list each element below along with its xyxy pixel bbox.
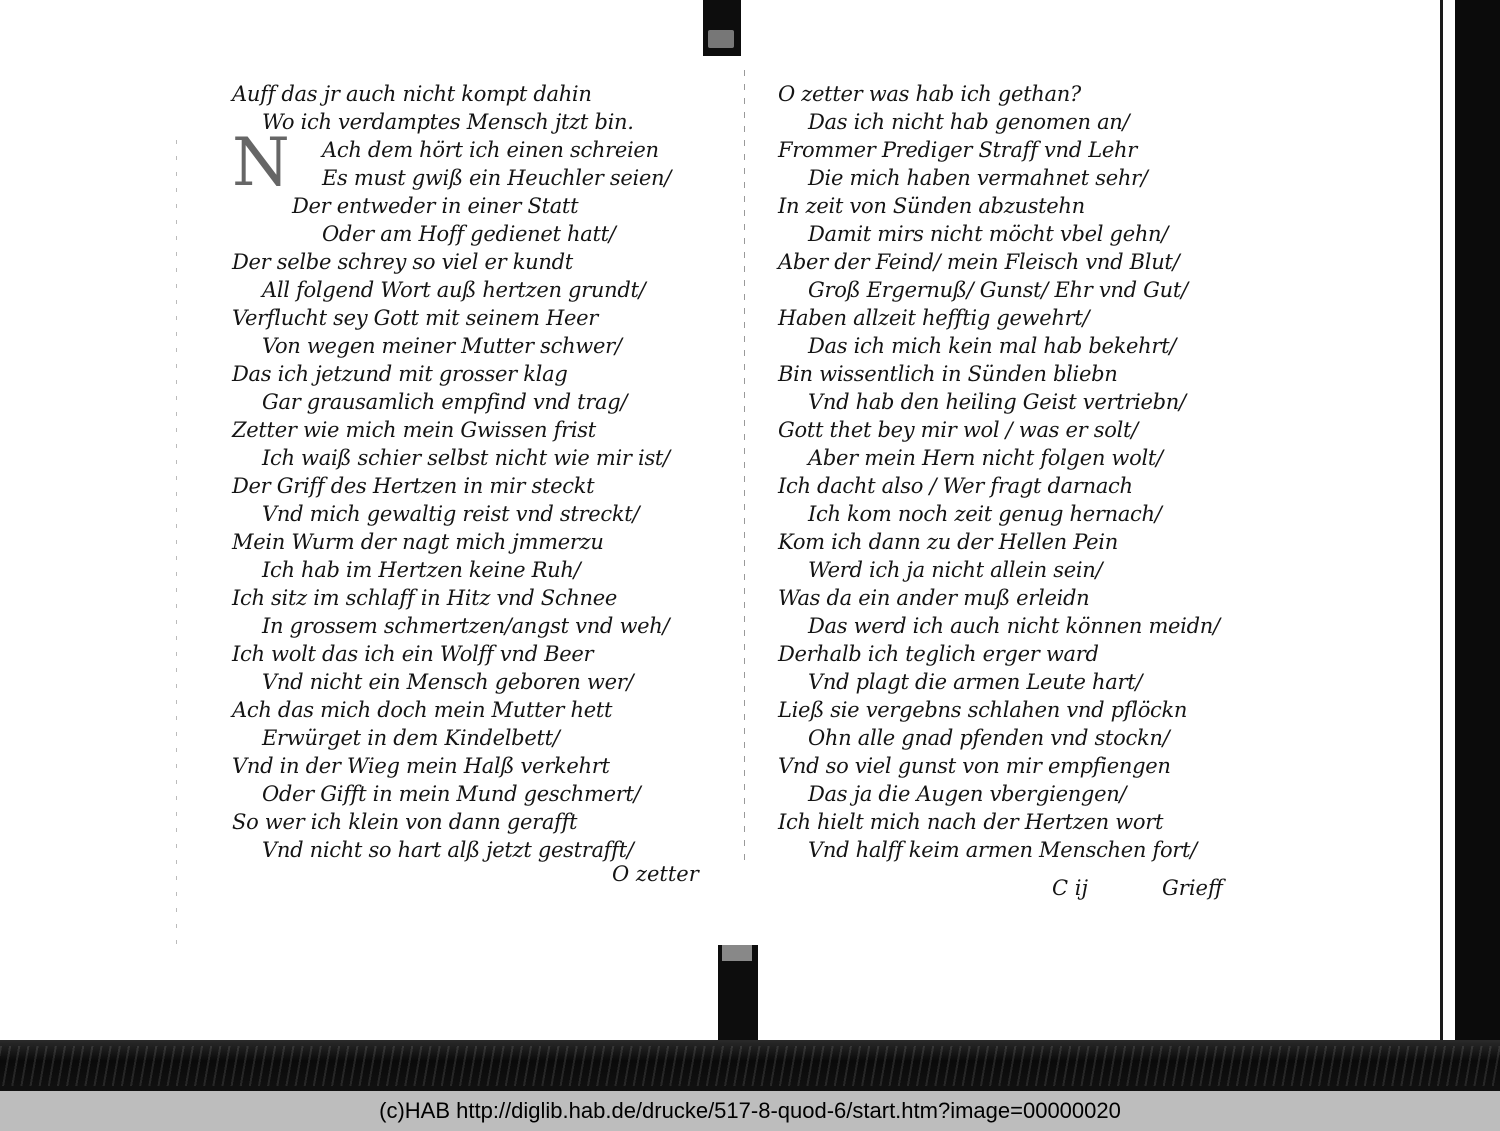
verse-line: Das ich mich kein mal hab bekehrt/: [808, 334, 1177, 358]
verse-line: Damit mirs nicht möcht vbel gehn/: [808, 222, 1169, 246]
verse-line: Ich waiß schier selbst nicht wie mir ist/: [262, 446, 670, 470]
verse-line: Das werd ich auch nicht können meidn/: [808, 614, 1220, 638]
gutter-bottom-mark: [718, 945, 758, 1055]
verse-line: Das ich nicht hab genomen an/: [808, 110, 1130, 134]
verse-line: Aber der Feind/ mein Fleisch vnd Blut/: [778, 250, 1180, 274]
gutter-line: [744, 70, 745, 860]
verse-line: Groß Ergernuß/ Gunst/ Ehr vnd Gut/: [808, 278, 1188, 302]
right-page: [778, 80, 1238, 864]
verse-line: Ach das mich doch mein Mutter hett: [232, 698, 613, 722]
verse-line: Aber mein Hern nicht folgen wolt/: [808, 446, 1163, 470]
credit-text: (c)HAB http://diglib.hab.de/drucke/517-8-quod-6/start.htm?image=00000020: [379, 1098, 1121, 1123]
verse-line: Der selbe schrey so viel er kundt: [232, 250, 573, 274]
verse-line: Zetter wie mich mein Gwissen frist: [232, 418, 596, 442]
credit-bar: [0, 1091, 1500, 1131]
right-scan-border: [1455, 0, 1500, 1060]
verse-line: Die mich haben vermahnet sehr/: [808, 166, 1148, 190]
verse-line: Vnd mich gewaltig reist vnd streckt/: [262, 502, 640, 526]
verse-line: Derhalb ich teglich erger ward: [778, 642, 1099, 666]
verse-line: Gar grausamlich empfind vnd trag/: [262, 390, 628, 414]
verse-line: Vnd plagt die armen Leute hart/: [808, 670, 1143, 694]
verse-line: Auff das jr auch nicht kompt dahin: [232, 82, 592, 106]
verse-line: Haben allzeit hefftig gewehrt/: [778, 306, 1090, 330]
verse-line: Vnd so viel gunst von mir empfiengen: [778, 754, 1171, 778]
gutter-top-chip: [708, 30, 734, 48]
verse-line: Von wegen meiner Mutter schwer/: [262, 334, 622, 358]
verse-line: Oder Gifft in mein Mund geschmert/: [262, 782, 641, 806]
verse-line: Frommer Prediger Straff vnd Lehr: [778, 138, 1138, 162]
verse-line: Ich sitz im schlaff in Hitz vnd Schnee: [232, 586, 618, 610]
verse-line: Mein Wurm der nagt mich jmmerzu: [232, 530, 604, 554]
verse-line: Ich hielt mich nach der Hertzen wort: [778, 810, 1164, 834]
verse-line: Ohn alle gnad pfenden vnd stockn/: [808, 726, 1170, 750]
verse-line: Kom ich dann zu der Hellen Pein: [778, 530, 1118, 554]
verse-line: Vnd in der Wieg mein Halß verkehrt: [232, 754, 610, 778]
verse-line: Ich kom noch zeit genug hernach/: [808, 502, 1162, 526]
verse-line: Erwürget in dem Kindelbett/: [262, 726, 560, 750]
left-catchword: O zetter: [612, 862, 699, 886]
verse-line: In grossem schmertzen/angst vnd weh/: [262, 614, 670, 638]
verse-line-text: Ach dem hört ich einen schreien: [322, 138, 659, 162]
signature-mark: C ij: [1052, 876, 1088, 900]
verse-line: Was da ein ander muß erleidn: [778, 586, 1090, 610]
verse-line: Ließ sie vergebns schlahen vnd pflöckn: [778, 698, 1188, 722]
verse-line: Bin wissentlich in Sünden bliebn: [778, 362, 1118, 386]
verse-line: Der Griff des Hertzen in mir steckt: [232, 474, 595, 498]
verse-line: Ich hab im Hertzen keine Ruh/: [262, 558, 581, 582]
verse-line: Das ich jetzund mit grosser klag: [232, 362, 568, 386]
right-catchword: Grieff: [1162, 876, 1223, 900]
bottom-scan-texture: [0, 1046, 1500, 1086]
verse-line: Vnd nicht ein Mensch geboren wer/: [262, 670, 634, 694]
right-edge-line: [1440, 0, 1443, 1040]
page-edge-mark: [176, 140, 177, 950]
verse-line: Vnd nicht so hart alß jetzt gestrafft/: [262, 838, 634, 862]
verse-line: Das ja die Augen vbergiengen/: [808, 782, 1127, 806]
verse-line: Vnd halff keim armen Menschen fort/: [808, 838, 1197, 862]
verse-line: Wo ich verdamptes Mensch jtzt bin.: [262, 110, 634, 134]
drop-initial: N: [232, 124, 290, 201]
verse-line: Es must gwiß ein Heuchler seien/: [322, 166, 672, 190]
gutter-bottom-chip: [722, 945, 752, 961]
verse-line: Verflucht sey Gott mit seinem Heer: [232, 306, 599, 330]
verse-line: Gott thet bey mir wol / was er solt/: [778, 418, 1138, 442]
verse-line: Ich dacht also / Wer fragt darnach: [778, 474, 1133, 498]
verse-line: Werd ich ja nicht allein sein/: [808, 558, 1103, 582]
verse-line: O zetter was hab ich gethan?: [778, 82, 1081, 106]
verse-line: All folgend Wort auß hertzen grundt/: [262, 278, 646, 302]
verse-line: So wer ich klein von dann gerafft: [232, 810, 578, 834]
verse-line: Der entweder in einer Statt: [292, 194, 579, 218]
verse-line: Ich wolt das ich ein Wolff vnd Beer: [232, 642, 594, 666]
verse-line: Oder am Hoff gedienet hatt/: [322, 222, 616, 246]
verse-line: Vnd hab den heiling Geist vertriebn/: [808, 390, 1186, 414]
left-page: [232, 80, 702, 864]
verse-line: In zeit von Sünden abzustehn: [778, 194, 1085, 218]
